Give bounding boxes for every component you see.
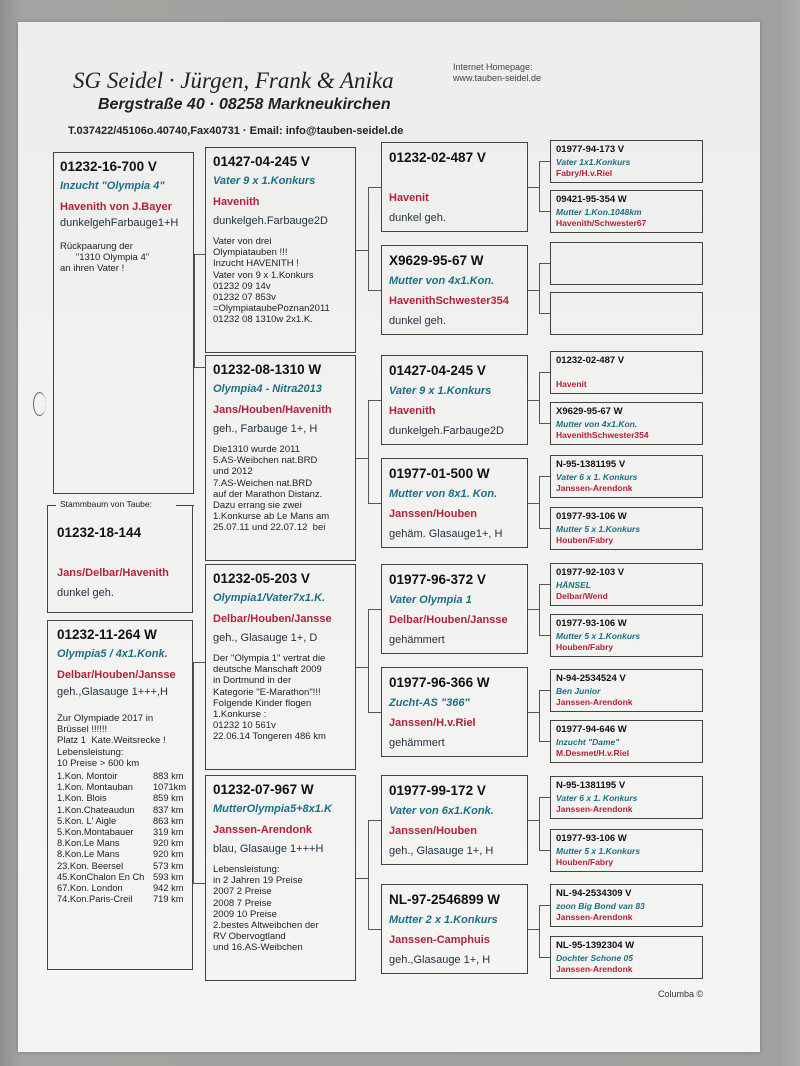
connector-line [539, 957, 550, 958]
grandparent-color: dunkelgeh.Farbauge2D [389, 425, 504, 437]
parent-card [205, 564, 356, 770]
race-name: 1.Kon. Montoir [57, 771, 118, 781]
connector-line [368, 503, 381, 504]
connector-line [368, 820, 369, 929]
ggp-id: 01977-93-106 W [556, 511, 627, 522]
homepage-label: Internet Homepage: [453, 62, 533, 72]
ggp-desc: Vater 6 x 1. Konkurs [556, 472, 638, 482]
grandparent-color: gehämmert [389, 737, 445, 749]
race-distance: 859 km [153, 793, 184, 804]
connector-line [539, 313, 550, 314]
connector-line [194, 367, 205, 368]
parent-note: Vater von drei Olympiatauben !!! Inzucht HAVENITH ! Vater von 9 x 1.Konkurs 01232 09 14v 01232 07 853v =OlympiataubePoznan2011 01232 08 1310w 2x1.K. [213, 236, 330, 326]
parent-id: 01232-05-203 V [213, 571, 310, 586]
connector-line [368, 187, 381, 188]
connector-line [539, 584, 540, 635]
parent-color: geh., Glasauge 1+, D [213, 632, 318, 644]
connector-line [539, 263, 550, 264]
grandparent-id: NL-97-2546899 W [389, 892, 501, 907]
grandparent-color: dunkel geh. [389, 315, 446, 327]
sibling2-note: Zur Olympiade 2017 in Brüssel !!!!!! Platz 1 Kate.Weitsrecke ! Lebensleistung: 10 Preise > 600 km [57, 713, 166, 769]
connector-line [539, 850, 550, 851]
connector-line [539, 905, 540, 957]
grandparent-card [381, 775, 528, 865]
subject-id: 01232-16-700 V [60, 159, 157, 174]
ggp-desc: Mutter 5 x 1.Konkurs [556, 524, 641, 534]
race-name: 1.Kon. Montauban [57, 782, 133, 793]
great-grandparent-card [550, 507, 703, 550]
connector-line [368, 187, 369, 290]
race-distance: 593 km [153, 871, 184, 882]
ggp-breeder: Janssen-Arendonk [556, 483, 633, 493]
grandparent-color: gehäm. Glasauge1+, H [389, 528, 503, 540]
results-row [57, 872, 187, 883]
parent-note: Die1310 wurde 2011 5.AS-Weibchen nat.BRD und 2012 7.AS-Weichen nat.BRD auf der Marathon Distanz. Dazu errang sie zwei 1.Konkurse ab Le Mans am 25.07.11 und 22.07.12 bei [213, 444, 330, 534]
results-table [57, 771, 187, 905]
parent-note: Der "Olympia 1" vertrat die deutsche Manschaft 2009 in Dortmund in der Kategorie "E-Marathon"!!! Folgende Kinder flogen 1.Konkurse : 01232 10 561v 22.06.14 Tongeren 486 km [213, 653, 326, 743]
grandparent-id: X9629-95-67 W [389, 253, 484, 268]
great-grandparent-card [550, 351, 703, 394]
ggp-id: 01232-02-487 V [556, 355, 625, 366]
parent-breeder: Jans/Houben/Havenith [213, 404, 332, 416]
results-row [57, 805, 187, 816]
grandparent-breeder: Janssen/Houben [389, 508, 478, 520]
page-title: SG Seidel · Jürgen, Frank & Anika [73, 68, 394, 93]
connector-line [539, 211, 550, 212]
ggp-id: NL-94-2534309 V [556, 888, 632, 899]
great-grandparent-card [550, 190, 703, 233]
race-name: 5.Kon. L' Aigle [57, 815, 117, 826]
race-distance: 920 km [153, 838, 184, 849]
connector-line [368, 400, 381, 401]
grandparent-desc: Vater Olympia 1 [389, 594, 472, 606]
grandparent-breeder: Janssen/Houben [389, 825, 478, 837]
connector-line [539, 690, 550, 691]
connector-line [194, 254, 205, 255]
sibling-breeder: Jans/Delbar/Havenith [57, 567, 169, 579]
parent-breeder: Havenith [213, 196, 260, 208]
connector-line [368, 712, 381, 713]
race-name: 1.Kon.Chateaudun [57, 804, 135, 815]
race-name: 23.Kon. Beersel [57, 860, 124, 871]
connector-line [356, 458, 368, 459]
grandparent-breeder: Havenith [389, 405, 436, 417]
ggp-breeder: Havenit [556, 379, 587, 389]
connector-line [539, 372, 550, 373]
grandparent-card [381, 142, 528, 232]
results-row [57, 793, 187, 804]
ggp-breeder: Janssen-Arendonk [556, 697, 633, 707]
grandparent-id: 01977-96-372 V [389, 572, 486, 587]
parent-note: Lebensleistung: in 2 Jahren 19 Preise 2007 2 Preise 2008 7 Preise 2009 10 Preise 2.bestes Altweibchen der RV Obervogtland und 16.AS-Weibchen [213, 864, 319, 954]
connector-line [528, 712, 539, 713]
homepage-link[interactable]: www.tauben-seidel.de [453, 73, 542, 83]
parent-breeder: Janssen-Arendonk [213, 824, 313, 836]
ggp-id: 09421-95-354 W [556, 194, 627, 205]
ggp-id: N-95-1381195 V [556, 780, 626, 791]
connector-line [193, 883, 205, 884]
connector-line [193, 662, 194, 884]
race-distance: 920 km [153, 849, 184, 860]
connector-line [368, 290, 381, 291]
ggp-desc: Mutter 5 x 1.Konkurs [556, 846, 641, 856]
results-row [57, 782, 187, 793]
connector-line [528, 503, 539, 504]
connector-line [539, 476, 550, 477]
grandparent-color: dunkel geh. [389, 212, 446, 224]
great-grandparent-card [550, 563, 703, 606]
connector-line [539, 263, 540, 313]
ggp-id: 01977-92-103 V [556, 567, 625, 578]
race-distance: 837 km [153, 804, 184, 815]
grandparent-id: 01977-96-366 W [389, 675, 490, 690]
results-row [57, 894, 187, 905]
sibling2-card [47, 620, 193, 970]
pedigree-sheet [18, 22, 760, 1052]
great-grandparent-card [550, 669, 703, 712]
subject-breeder: Havenith von J.Bayer [60, 201, 172, 213]
results-row [57, 883, 187, 894]
grandparent-color: geh.,Glasauge 1+, H [389, 954, 491, 966]
grandparent-desc: Vater von 6x1.Konk. [389, 805, 494, 817]
punch-hole [33, 392, 46, 416]
parent-id: 01427-04-245 V [213, 154, 310, 169]
grandparent-card [381, 458, 528, 548]
ggp-desc: Inzucht "Dame" [556, 737, 620, 747]
grandparent-card [381, 355, 528, 445]
parent-color: geh., Farbauge 1+, H [213, 423, 318, 435]
sibling-card [47, 499, 193, 613]
ggp-id: N-95-1381195 V [556, 459, 626, 470]
parent-card [205, 147, 356, 353]
sibling2-desc: Olympia5 / 4x1.Konk. [57, 648, 168, 660]
race-name: 67.Kon. London [57, 882, 123, 893]
grandparent-color: gehämmert [389, 634, 445, 646]
parent-desc: Olympia4 - Nitra2013 [213, 383, 322, 395]
connector-line [539, 161, 540, 211]
race-distance: 719 km [153, 894, 184, 905]
great-grandparent-card [550, 402, 703, 445]
grandparent-card [381, 564, 528, 654]
connector-line [539, 741, 550, 742]
ggp-id: NL-95-1392304 W [556, 940, 635, 951]
ggp-desc: Vater 1x1.Konkurs [556, 157, 631, 167]
grandparent-card [381, 884, 528, 974]
race-name: 1.Kon. Blois [57, 793, 107, 804]
connector-line [539, 161, 550, 162]
ggp-breeder: Havenith/Schwester67 [556, 218, 647, 228]
results-row [57, 827, 187, 838]
connector-line [528, 609, 539, 610]
ggp-desc: Mutter 1.Kon.1048km [556, 207, 642, 217]
ggp-desc: Vater 6 x 1. Konkurs [556, 793, 638, 803]
race-distance: 1071km [153, 782, 187, 793]
footer-credit: Columba © [658, 989, 704, 999]
connector-line [539, 797, 540, 850]
connector-line [539, 584, 550, 585]
grandparent-desc: Mutter 2 x 1.Konkurs [389, 914, 498, 926]
parent-color: blau, Glasauge 1+++H [213, 843, 324, 855]
connector-line [368, 929, 381, 930]
ggp-breeder: Janssen-Arendonk [556, 804, 633, 814]
race-name: 8.Kon.Le Mans [57, 849, 120, 860]
great-grandparent-card [550, 140, 703, 183]
ggp-breeder: Delbar/Wend [556, 591, 608, 601]
ggp-desc: HÄNSEL [556, 580, 591, 590]
connector-line [194, 254, 195, 368]
ggp-breeder: Houben/Fabry [556, 642, 614, 652]
ggp-desc: Mutter 5 x 1.Konkurs [556, 631, 641, 641]
sibling2-color: geh.,Glasauge 1+++,H [57, 686, 168, 698]
subject-note: Rückpaarung der "1310 Olympia 4" an ihren Vater ! [60, 241, 150, 275]
ggp-breeder: Houben/Fabry [556, 535, 614, 545]
stammbaum-label: Stammbaum von Taube: [60, 499, 152, 509]
connector-line [356, 878, 368, 879]
connector-line [539, 797, 550, 798]
connector-line [539, 476, 540, 528]
connector-line [528, 400, 539, 401]
connector-line [528, 820, 539, 821]
ggp-id: 01977-93-106 W [556, 618, 627, 629]
results-row [57, 849, 187, 860]
parent-id: 01232-08-1310 W [213, 362, 322, 377]
ggp-id: 01977-93-106 W [556, 833, 627, 844]
grandparent-desc: Vater 9 x 1.Konkurs [389, 385, 492, 397]
race-name: 8.Kon.Le Mans [57, 838, 120, 849]
connector-line [539, 905, 550, 906]
parent-desc: Vater 9 x 1.Konkurs [213, 175, 316, 187]
race-distance: 573 km [153, 860, 184, 871]
race-name: 5.Kon.Montabauer [57, 826, 134, 837]
connector-line [528, 929, 539, 930]
great-grandparent-card [550, 884, 703, 927]
ggp-breeder: Janssen-Arendonk [556, 964, 633, 974]
subject-card [53, 152, 194, 494]
parent-card [205, 775, 356, 981]
race-name: 45.KonChalon En Ch [57, 871, 145, 882]
ggp-id: 01977-94-646 W [556, 724, 627, 735]
ggp-breeder: Janssen-Arendonk [556, 912, 633, 922]
race-distance: 883 km [153, 771, 184, 781]
sibling-id: 01232-18-144 [57, 525, 142, 540]
race-name: 74.Kon.Paris-Creil [57, 894, 133, 905]
great-grandparent-card [550, 292, 703, 335]
great-grandparent-card [550, 242, 703, 285]
ggp-breeder: Houben/Fabry [556, 857, 614, 867]
great-grandparent-card [550, 614, 703, 657]
grandparent-breeder: HavenithSchwester354 [389, 295, 509, 307]
race-distance: 863 km [153, 815, 184, 826]
subject-desc: Inzucht "Olympia 4" [60, 180, 165, 192]
connector-line [368, 400, 369, 503]
connector-line [528, 187, 539, 188]
connector-line [539, 528, 550, 529]
parent-id: 01232-07-967 W [213, 782, 314, 797]
grandparent-card [381, 667, 528, 757]
connector-line [368, 820, 381, 821]
connector-line [539, 423, 550, 424]
grandparent-breeder: Delbar/Houben/Jansse [389, 614, 508, 626]
connector-line [356, 667, 368, 668]
great-grandparent-card [550, 455, 703, 498]
parent-color: dunkelgeh.Farbauge2D [213, 215, 328, 227]
results-row [57, 771, 187, 782]
grandparent-color: geh., Glasauge 1+, H [389, 845, 494, 857]
ggp-desc: Ben Junior [556, 686, 601, 696]
grandparent-desc: Mutter von 4x1.Kon. [389, 275, 495, 287]
grandparent-id: 01977-01-500 W [389, 466, 490, 481]
ggp-desc: Mutter von 4x1.Kon. [556, 419, 638, 429]
ggp-breeder: HavenithSchwester354 [556, 430, 649, 440]
parent-card [205, 355, 356, 561]
grandparent-card [381, 245, 528, 335]
great-grandparent-card [550, 936, 703, 979]
connector-line [368, 609, 369, 712]
ggp-breeder: M.Desmet/H.v.Riel [556, 748, 630, 758]
connector-line [539, 690, 540, 741]
results-row [57, 861, 187, 872]
race-distance: 942 km [153, 882, 184, 893]
grandparent-breeder: Havenit [389, 192, 429, 204]
connector-line [356, 250, 368, 251]
results-row [57, 838, 187, 849]
results-row [57, 816, 187, 827]
great-grandparent-card [550, 720, 703, 763]
grandparent-breeder: Janssen-Camphuis [389, 934, 490, 946]
ggp-breeder: Fabry/H.v.Riel [556, 168, 613, 178]
grandparent-desc: Mutter von 8x1. Kon. [389, 488, 498, 500]
parent-breeder: Delbar/Houben/Jansse [213, 613, 332, 625]
race-distance: 319 km [153, 826, 184, 837]
connector-line [528, 290, 539, 291]
grandparent-desc: Zucht-AS "366" [389, 697, 470, 709]
sibling2-id: 01232-11-264 W [57, 627, 157, 642]
contact-line: T.037422/45106o.40740,Fax40731 · Email: info@tauben-seidel.de [68, 125, 404, 137]
subject-color: dunkelgehFarbauge1+H [60, 217, 179, 229]
parent-desc: MutterOlympia5+8x1.K [213, 803, 332, 815]
connector-line [539, 372, 540, 423]
grandparent-id: 01232-02-487 V [389, 150, 486, 165]
great-grandparent-card [550, 829, 703, 872]
ggp-id: N-94-2534524 V [556, 673, 626, 684]
ggp-id: X9629-95-67 W [556, 406, 623, 417]
grandparent-id: 01977-99-172 V [389, 783, 486, 798]
grandparent-id: 01427-04-245 V [389, 363, 486, 378]
sibling2-breeder: Delbar/Houben/Jansse [57, 669, 176, 681]
ggp-desc: Dochter Schone 05 [556, 953, 633, 963]
great-grandparent-card [550, 776, 703, 819]
address: Bergstraße 40 · 08258 Markneukirchen [98, 96, 391, 113]
parent-desc: Olympia1/Vater7x1.K. [213, 592, 326, 604]
ggp-desc: zoon Big Bond van 83 [556, 901, 645, 911]
ggp-id: 01977-94-173 V [556, 144, 625, 155]
grandparent-breeder: Janssen/H.v.Riel [389, 717, 476, 729]
connector-line [539, 635, 550, 636]
sibling-color: dunkel geh. [57, 587, 114, 599]
connector-line [193, 662, 205, 663]
connector-line [368, 609, 381, 610]
